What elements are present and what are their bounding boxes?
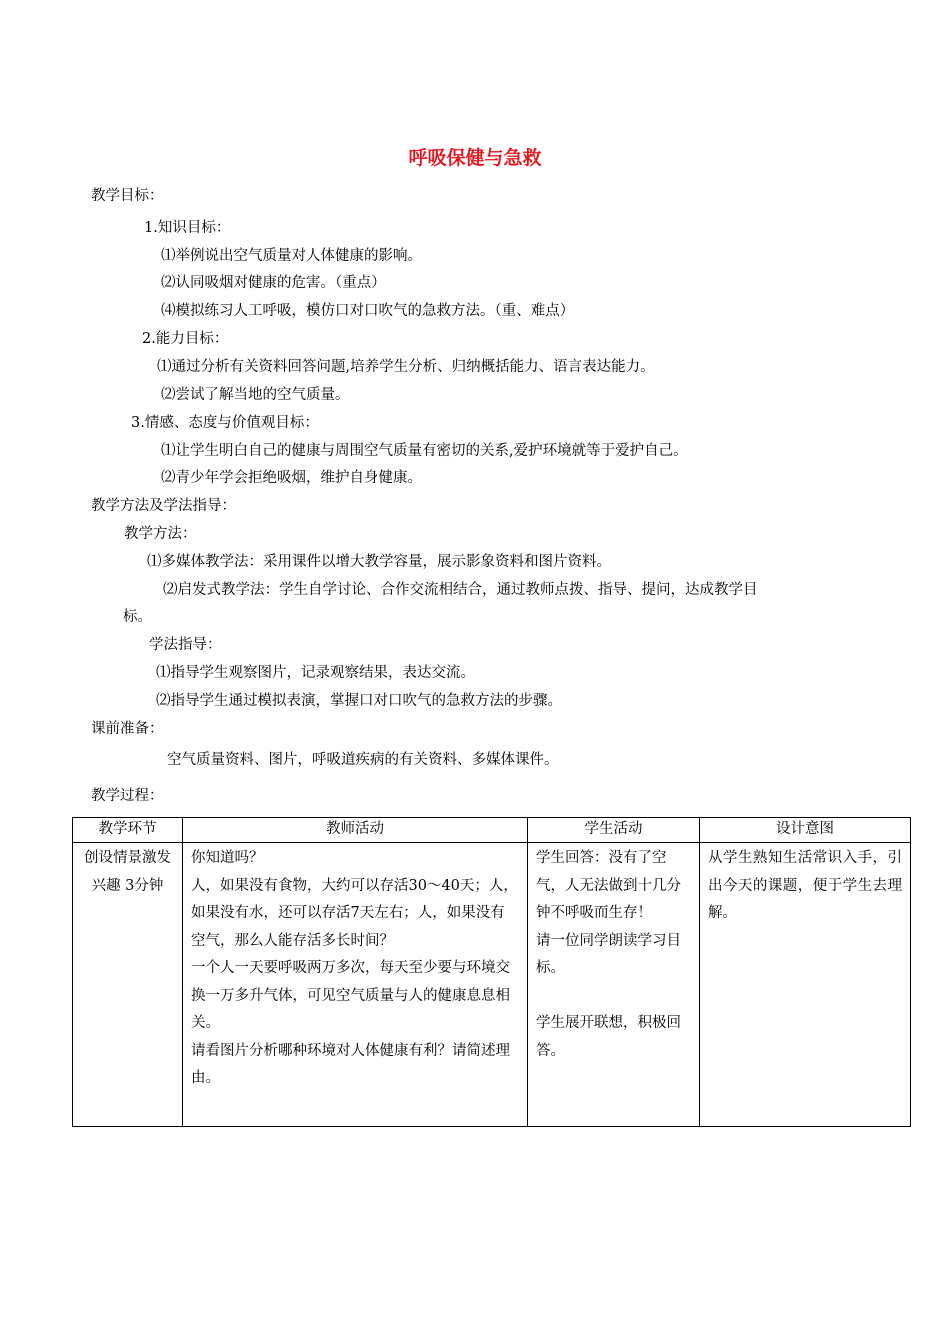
emotion-goal-item: ⑵青少年学会拒绝吸烟，维护自身健康。 — [161, 470, 422, 486]
teaching-methods-heading: 教学方法： — [124, 526, 197, 542]
page-title: 呼吸保健与急救 — [408, 147, 542, 169]
knowledge-goal-item: ⑷模拟练习人工呼吸，模仿口对口吹气的急救方法。（重、难点） — [161, 303, 575, 319]
learning-guidance-heading: 学法指导： — [149, 637, 222, 653]
design-intent-cell: 从学生熟知生活常识入手，引出今天的课题，便于学生去理解。 — [700, 843, 911, 1127]
ability-goals-heading: 2.能力目标： — [142, 331, 229, 347]
teaching-method-item: ⑵启发式教学法：学生自学讨论、合作交流相结合，通过教师点拨、指导、提问，达成教学目 — [163, 582, 758, 598]
student-paragraph: 学生回答：没有了空气，人无法做到十几分钟不呼吸而生存！ — [536, 850, 681, 921]
table-row — [73, 843, 911, 1127]
ability-goal-item: ⑴通过分析有关资料回答问题,培养学生分析、归纳概括能力、语言表达能力。 — [157, 359, 655, 375]
emotion-goals-heading: 3.情感、态度与价值观目标： — [131, 415, 319, 431]
goals-heading: 教学目标： — [91, 188, 164, 204]
stage-cell: 创设情景激发兴趣 3分钟 — [73, 843, 183, 1127]
process-heading: 教学过程： — [91, 788, 164, 804]
teacher-paragraph: 请看图片分析哪种环境对人体健康有利？请简述理由。 — [191, 1042, 510, 1086]
teacher-paragraph: 人，如果没有食物，大约可以存活30～40天；人，如果没有水，还可以存活7天左右；人，如果没有空气，那么人能存活多长时间？ — [191, 877, 518, 949]
methods-heading: 教学方法及学法指导： — [91, 498, 236, 514]
teacher-activity-cell — [183, 843, 528, 1127]
student-activity-cell — [528, 843, 700, 1127]
knowledge-goal-item: ⑴举例说出空气质量对人体健康的影响。 — [161, 248, 422, 264]
emotion-goal-item: ⑴让学生明白自己的健康与周围空气质量有密切的关系,爱护环境就等于爱护自己。 — [161, 443, 688, 459]
learning-guidance-item: ⑴指导学生观察图片，记录观察结果，表达交流。 — [156, 665, 475, 681]
learning-guidance-item: ⑵指导学生通过模拟表演，掌握口对口吹气的急救方法的步骤。 — [156, 693, 562, 709]
student-paragraph: 请一位同学朗读学习目标。 — [536, 932, 681, 976]
prep-heading: 课前准备： — [91, 721, 164, 737]
knowledge-goal-item: ⑵认同吸烟对健康的危害。（重点） — [161, 275, 386, 291]
teacher-paragraph: 一个人一天要呼吸两万多次，每天至少要与环境交换一万多升气体，可见空气质量与人的健康息息相关。 — [191, 960, 510, 1031]
teaching-method-item: ⑴多媒体教学法：采用课件以增大教学容量，展示影象资料和图片资料。 — [147, 554, 611, 570]
teaching-process-table — [72, 817, 911, 1127]
column-header-stage: 教学环节 — [73, 818, 183, 843]
knowledge-goals-heading: 1.知识目标： — [144, 220, 231, 236]
teacher-paragraph: 你知道吗？ — [191, 850, 264, 866]
column-header-student: 学生活动 — [528, 818, 700, 843]
ability-goal-item: ⑵尝试了解当地的空气质量。 — [161, 387, 350, 403]
table-header-row — [73, 818, 911, 843]
column-header-teacher: 教师活动 — [183, 818, 528, 843]
teaching-method-item-continued: 标。 — [123, 609, 152, 625]
student-paragraph: 学生展开联想，积极回答。 — [536, 1015, 681, 1059]
paragraph-gap — [536, 983, 691, 1011]
prep-text: 空气质量资料、图片，呼吸道疾病的有关资料、多媒体课件。 — [167, 752, 559, 768]
column-header-intent: 设计意图 — [700, 818, 911, 843]
